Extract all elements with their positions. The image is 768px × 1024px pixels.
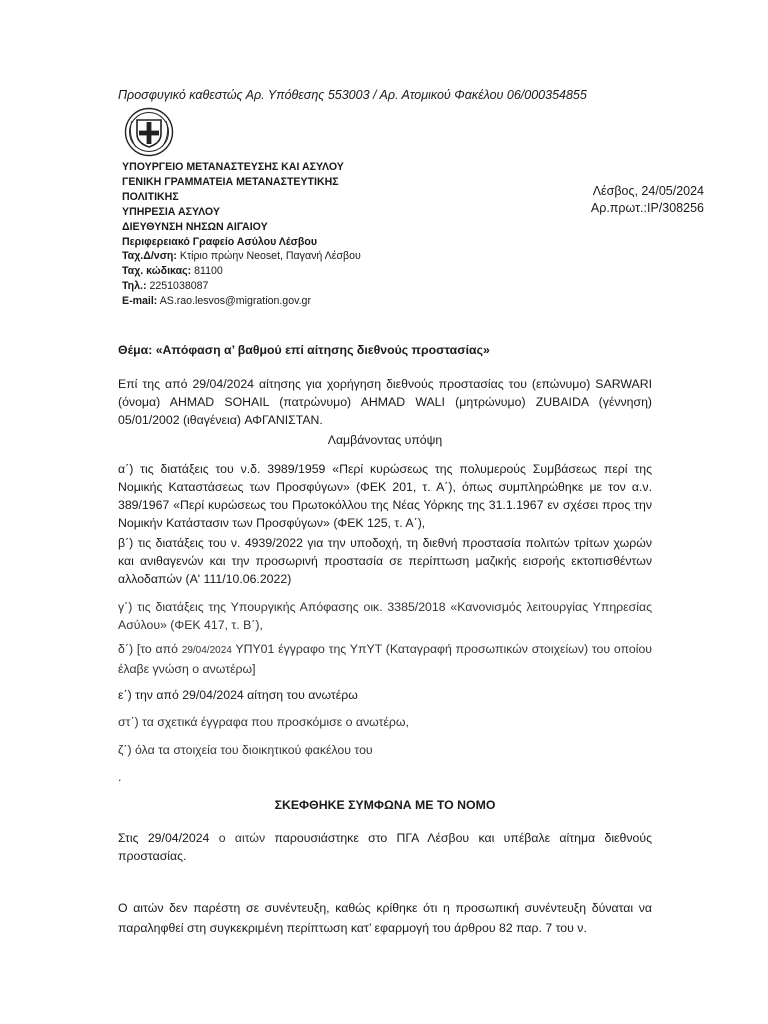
stray-dot: . [118, 770, 122, 784]
issuing-authority-block [122, 160, 452, 309]
address-row [122, 249, 452, 264]
phone-value: 2251038087 [149, 280, 209, 293]
subject-line: Θέμα: «Απόφαση α’ βαθμού επί αίτησης διεθνούς προστασίας» [118, 343, 490, 357]
consideration-st: στ΄) τα σχετικά έγγραφα που προσκόμισε ο ανωτέρω, [118, 715, 409, 729]
consideration-d-date: 29/04/2024 [181, 645, 232, 656]
place-and-date: Λέσβος, 24/05/2024 [592, 184, 704, 198]
greek-coat-of-arms-icon [124, 107, 174, 157]
email-row [122, 294, 452, 309]
phone-row [122, 279, 452, 294]
email-label: E-mail: [122, 295, 158, 308]
regional-office-line: Περιφερειακό Γραφείο Ασύλου Λέσβου [122, 235, 318, 248]
ministry-line: ΥΠΟΥΡΓΕΙΟ ΜΕΤΑΝΑΣΤΕΥΣΗΣ ΚΑΙ ΑΣΥΛΟΥ [122, 161, 344, 173]
address-label: Ταχ.Δ/νση: [122, 250, 177, 263]
postal-code-row [122, 264, 452, 279]
body-paragraph-1-suffix: παρουσιάστηκε στο ΠΓΑ Λέσβου και υπέβαλε αίτημα διεθνούς προστασίας. [118, 831, 653, 863]
applicant-word: ο αιτών [218, 831, 266, 845]
asylum-service-line: ΥΠΗΡΕΣΙΑ ΑΣΥΛΟΥ [122, 205, 220, 218]
case-reference-line: Προσφυγικό καθεστώς Αρ. Υπόθεσης 553003 / Αρ. Ατομικού Φακέλου 06/000354855 [118, 88, 587, 102]
phone-label: Τηλ.: [122, 280, 147, 293]
postal-code-label: Ταχ. κώδικας: [122, 265, 192, 278]
consideration-d [118, 640, 652, 678]
considering-heading: Λαμβάνοντας υπόψη [327, 433, 443, 447]
postal-code-value: 81100 [194, 265, 223, 278]
general-secretariat-line-2: ΠΟΛΙΤΙΚΗΣ [122, 190, 179, 203]
place-date-block [591, 183, 704, 216]
directorate-line: ΔΙΕΥΘΥΝΣΗ ΝΗΣΩΝ ΑΙΓΑΙΟΥ [122, 220, 268, 233]
body-paragraph-1-prefix: Στις 29/04/2024 [118, 831, 219, 845]
body-paragraph-2: Ο αιτών δεν παρέστη σε συνέντευξη, καθώς κρίθηκε ότι η προσωπική συνέντευξη δύναται να παραληφθεί στη συγκεκριμένη περίπτωση κατ’ εφαρμογή του άρθρου 82 παρ. 7 του ν. [118, 901, 652, 935]
consideration-z: ζ΄) όλα τα στοιχεία του διοικητικού φακέλου του [118, 743, 373, 757]
address-value: Κτίριο πρώην Neoset, Παγανή Λέσβου [179, 250, 361, 263]
consideration-e: ε΄) την από 29/04/2024 αίτηση του ανωτέρω [118, 688, 358, 702]
body-paragraph-1 [118, 829, 652, 865]
intro-paragraph: Επί της από 29/04/2024 αίτησης για χορήγηση διεθνούς προστασίας του (επώνυμο) SARWARI (όνομα) AHMAD SOHAIL (πατρώνυμο) AHMAD WALI (μητρώνυμο) ZUBAIDA (γέννηση) 05/01/2002 (ιθαγένεια) ΑΦΓΑΝΙΣΤΑΝ. [118, 377, 652, 427]
consideration-b: β΄) τις διατάξεις του ν. 4939/2022 για την υποδοχή, τη διεθνή προστασία πολιτών τρίτων χωρών και ανιθαγενών και την προσωρινή προστασία σε περίπτωση μαζικής εισροής εκτοπισθέντων αλλοδαπών (Α' 111/10.06.2022) [118, 536, 652, 586]
consideration-c: γ΄) τις διατάξεις της Υπουργικής Απόφασης οικ. 3385/2018 «Κανονισμός λειτουργίας Υπηρεσίας Ασύλου» (ΦΕΚ 417, τ. Β΄), [118, 600, 652, 632]
law-heading: ΣΚΕΦΘΗΚΕ ΣΥΜΦΩΝΑ ΜΕ ΤΟ ΝΟΜΟ [274, 798, 496, 812]
email-value: AS.rao.lesvos@migration.gov.gr [159, 295, 311, 308]
consideration-d-prefix: δ΄) [το από [118, 642, 182, 656]
general-secretariat-line-1: ΓΕΝΙΚΗ ΓΡΑΜΜΑΤΕΙΑ ΜΕΤΑΝΑΣΤΕΥΤΙΚΗΣ [122, 175, 339, 188]
consideration-a: α΄) τις διατάξεις του ν.δ. 3989/1959 «Περί κυρώσεως της πολυμερούς Συμβάσεως περί της Νομικής Καταστάσεως των Προσφύγων» (ΦΕΚ 201, τ. Α΄), όπως συμπληρώθηκε με τον α.ν. 389/1967 «Περί κυρώσεως του Πρωτοκόλλου της Νέας Υόρκης της 31.1.1967 εν σχέσει προς την Νομικήν Κατάστασιν των Προσφύγων» (ΦΕΚ 125, τ. Α΄), [118, 462, 652, 530]
protocol-number: Αρ.πρωτ.:IP/308256 [590, 200, 704, 215]
consideration-d-suffix: ΥΠΥ01 έγγραφο της ΥπΥΤ (Καταγραφή προσωπικών στοιχείων) του οποίου έλαβε γνώση ο ανωτέρω] [118, 642, 653, 676]
